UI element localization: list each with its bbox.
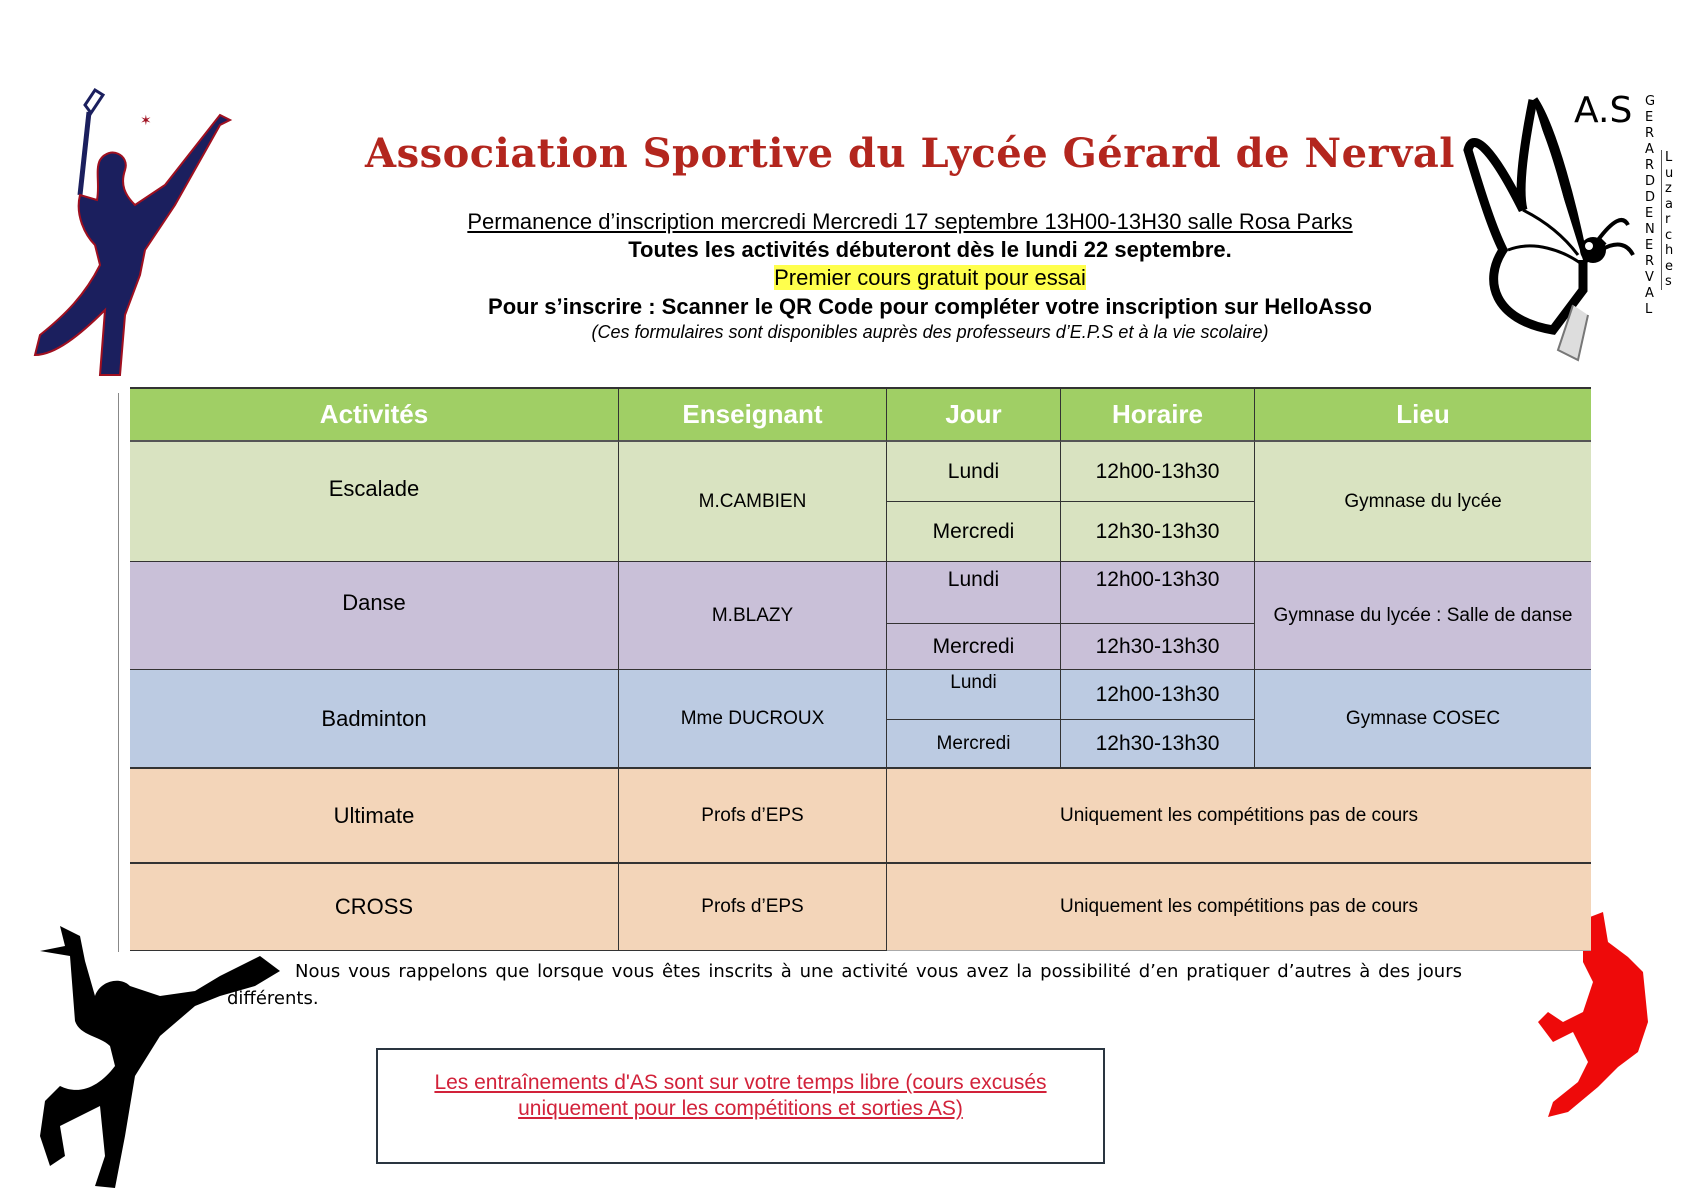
column-header-jour: Jour [887, 389, 1061, 442]
logo-as-text: A.S [1574, 90, 1633, 131]
column-header-lieu: Lieu [1255, 389, 1591, 442]
time-danse-2: 12h30-13h30 [1061, 624, 1255, 670]
logo-town-text: Luzarches [1661, 150, 1677, 290]
start-date-info: Toutes les activités débuteront dès le lundi 22 septembre. [628, 237, 1232, 262]
column-header-activites: Activités [130, 389, 619, 442]
reminder-text: Nous vous rappelons que lorsque vous êtes inscrits à une activité vous avez la possibilité d’en pratiquer d’autres à des jours différents. [227, 961, 1462, 1009]
page-title: Association Sportive du Lycée Gérard de Nerval [365, 130, 1455, 177]
permanence-info [0, 209, 1704, 235]
time-badminton-1: 12h00-13h30 [1061, 670, 1255, 720]
activity-ultimate: Ultimate [130, 768, 619, 863]
teacher-danse: M.BLAZY [619, 562, 887, 670]
notice-line-1: Les entraînements d'AS sont sur votre temps libre (cours excusés [434, 1071, 1047, 1094]
teacher-badminton: Mme DUCROUX [619, 670, 887, 768]
time-danse-1: 12h00-13h30 [1061, 562, 1255, 624]
time-badminton-2: 12h30-13h30 [1061, 720, 1255, 768]
svg-text:✶: ✶ [140, 112, 152, 128]
free-trial-text: Premier cours gratuit pour essai [774, 265, 1086, 290]
note-ultimate: Uniquement les compétitions pas de cours [887, 768, 1591, 863]
table-left-border [118, 393, 119, 952]
column-header-horaire: Horaire [1061, 389, 1255, 442]
activity-cross: CROSS [130, 863, 619, 951]
place-escalade: Gymnase du lycée [1255, 442, 1591, 562]
day-badminton-2: Mercredi [887, 720, 1061, 768]
teacher-cross: Profs d’EPS [619, 863, 887, 951]
day-badminton-1: Lundi [887, 670, 1061, 720]
day-danse-2: Mercredi [887, 624, 1061, 670]
activity-escalade: Escalade [130, 442, 619, 562]
day-danse-1: Lundi [887, 562, 1061, 624]
place-danse: Gymnase du lycée : Salle de danse [1255, 562, 1591, 670]
activity-danse: Danse [130, 562, 619, 670]
time-escalade-1: 12h00-13h30 [1061, 442, 1255, 502]
time-escalade-2: 12h30-13h30 [1061, 502, 1255, 562]
free-trial-info [0, 265, 1704, 291]
permanence-text: Permanence d’inscription mercredi Mercredi 17 septembre 13H00-13H30 salle Rosa Parks [467, 209, 1353, 234]
logo-school-text: GERARD DE NERVAL [1645, 94, 1656, 317]
place-badminton: Gymnase COSEC [1255, 670, 1591, 768]
registration-info: Pour s’inscrire : Scanner le QR Code pour compléter votre inscription sur HelloAsso [488, 294, 1372, 319]
activity-badminton: Badminton [130, 670, 619, 768]
column-header-enseignant: Enseignant [619, 389, 887, 442]
teacher-ultimate: Profs d’EPS [619, 768, 887, 863]
day-escalade-1: Lundi [887, 442, 1061, 502]
notice-box [376, 1048, 1105, 1164]
notice-line-2: uniquement pour les compétitions et sorties AS) [518, 1097, 963, 1120]
teacher-escalade: M.CAMBIEN [619, 442, 887, 562]
day-escalade-2: Mercredi [887, 502, 1061, 562]
forms-note: (Ces formulaires sont disponibles auprès des professeurs d’E.P.S et à la vie scolaire) [591, 322, 1269, 342]
note-cross: Uniquement les compétitions pas de cours [887, 863, 1591, 951]
